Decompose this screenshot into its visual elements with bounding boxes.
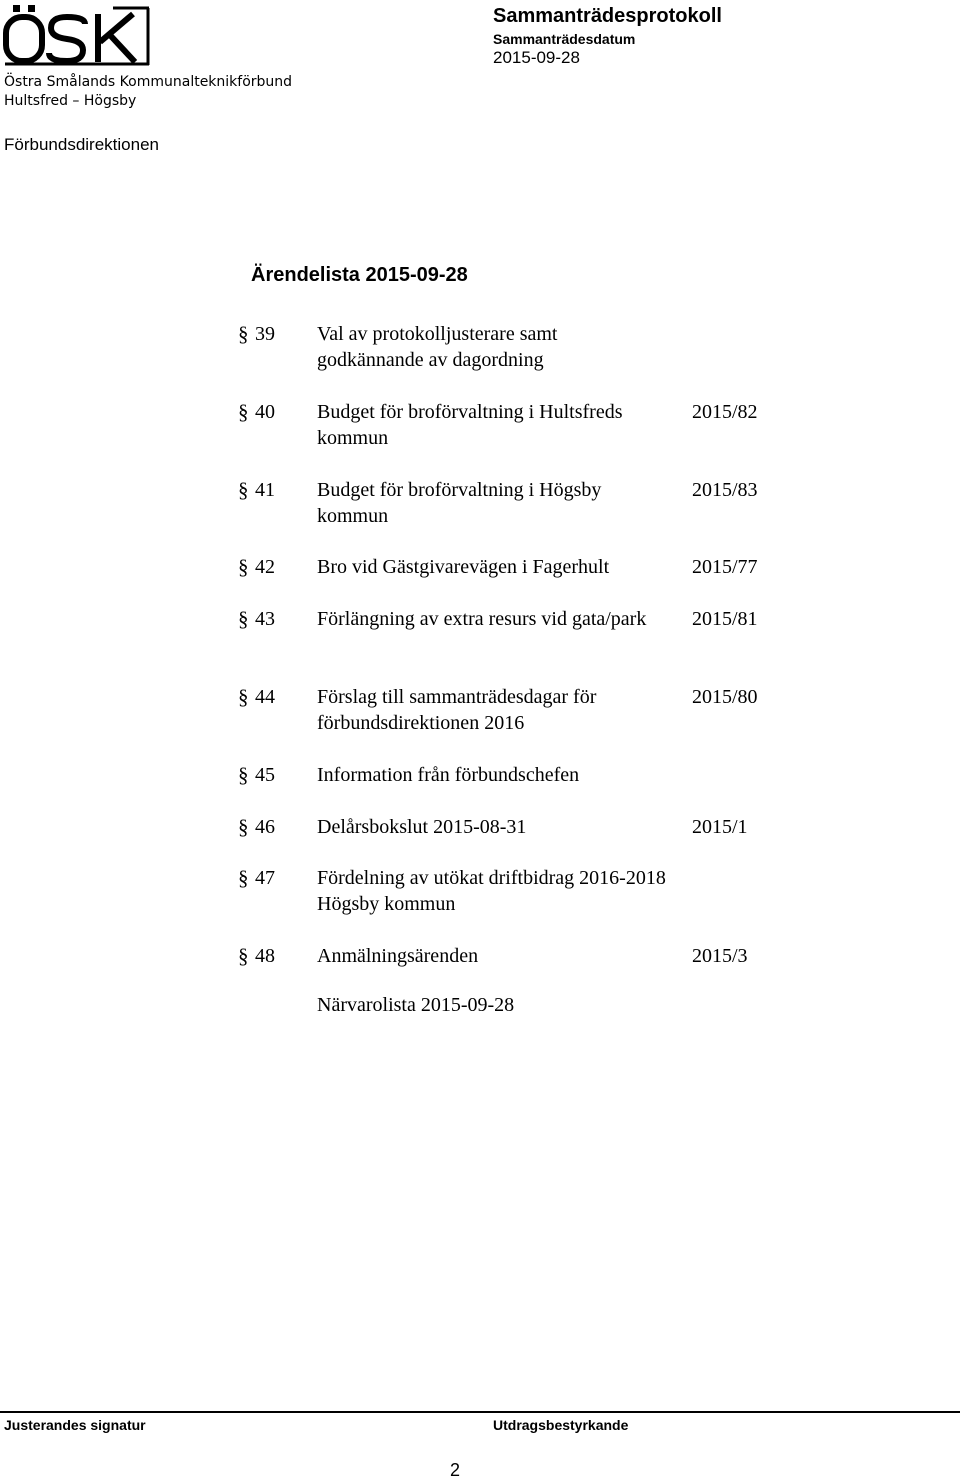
item-number: 42 — [255, 556, 275, 578]
document-title: Sammanträdesprotokoll — [493, 5, 722, 27]
item-number: 39 — [255, 323, 275, 345]
item-reference: 2015/77 — [692, 556, 758, 578]
item-title: Anmälningsärenden — [317, 945, 479, 967]
item-title: Budget för broförvaltning i Hultsfreds kommun — [317, 401, 623, 449]
item-number: 40 — [255, 401, 275, 423]
committee-name: Förbundsdirektionen — [4, 135, 159, 154]
item-number: 45 — [255, 764, 275, 786]
item-number: 41 — [255, 479, 275, 501]
item-title: Information från förbundschefen — [317, 764, 580, 786]
item-number: 47 — [255, 867, 275, 889]
section-icon: § — [238, 763, 249, 787]
item-reference: 2015/82 — [692, 401, 758, 423]
item-title: Delårsbokslut 2015-08-31 — [317, 816, 527, 838]
agenda-title: Ärendelista 2015-09-28 — [251, 264, 468, 286]
item-reference: 2015/3 — [692, 945, 748, 967]
item-title: Förlängning av extra resurs vid gata/park — [317, 608, 647, 630]
attendance-list-note: Närvarolista 2015-09-28 — [317, 994, 515, 1016]
footer-divider — [0, 1411, 960, 1413]
osk-logo — [3, 4, 151, 66]
page-number: 2 — [450, 1460, 461, 1480]
org-name: Östra Smålands Kommunalteknikförbund — [4, 74, 293, 90]
section-icon: § — [238, 607, 249, 631]
section-icon: § — [238, 478, 249, 502]
section-icon: § — [238, 400, 249, 424]
section-icon: § — [238, 685, 249, 709]
item-title: Fördelning av utökat driftbidrag 2016-2018 Högsby kommun — [317, 867, 666, 915]
section-icon: § — [238, 322, 249, 346]
item-number: 46 — [255, 816, 275, 838]
item-title: Budget för broförvaltning i Högsby kommun — [317, 479, 602, 527]
section-icon: § — [238, 944, 249, 968]
section-icon: § — [238, 555, 249, 579]
item-reference: 2015/1 — [692, 816, 748, 838]
item-reference: 2015/80 — [692, 686, 758, 708]
item-title: Bro vid Gästgivarevägen i Fagerhult — [317, 556, 610, 578]
section-icon: § — [238, 815, 249, 839]
item-number: 44 — [255, 686, 275, 708]
section-icon: § — [238, 866, 249, 890]
item-title: Val av protokolljusterare samt godkännande av dagordning — [317, 323, 558, 371]
item-reference: 2015/83 — [692, 479, 758, 501]
item-number: 48 — [255, 945, 275, 967]
item-number: 43 — [255, 608, 275, 630]
meeting-date-value: 2015-09-28 — [493, 48, 580, 67]
extract-certification-label: Utdragsbestyrkande — [493, 1417, 629, 1433]
org-subtitle: Hultsfred – Högsby — [4, 93, 137, 109]
item-title: Förslag till sammanträdesdagar för förbundsdirektionen 2016 — [317, 686, 597, 734]
signature-label: Justerandes signatur — [4, 1417, 146, 1433]
item-reference: 2015/81 — [692, 608, 758, 630]
meeting-date-label: Sammanträdesdatum — [493, 31, 636, 47]
